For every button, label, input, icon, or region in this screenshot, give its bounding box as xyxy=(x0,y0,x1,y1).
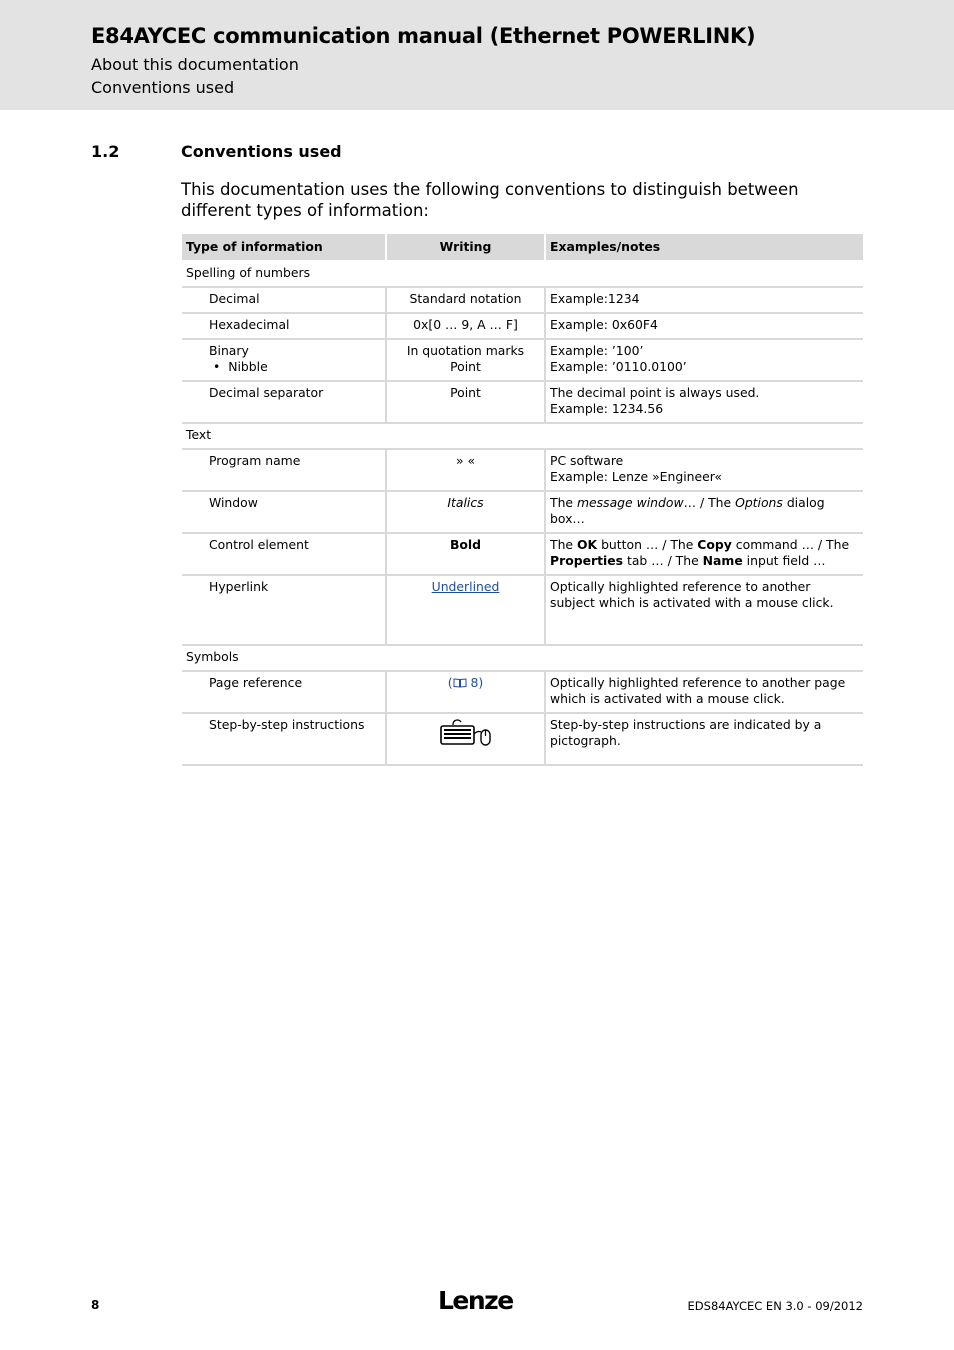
example-text: tab … / The xyxy=(623,553,703,568)
group-row-symbols xyxy=(182,645,863,671)
type-cell: Page reference xyxy=(182,671,386,713)
example-text: dialog box… xyxy=(550,495,825,526)
example-text: command … / The xyxy=(731,537,850,552)
table-row xyxy=(182,533,863,575)
group-label: Text xyxy=(182,423,863,449)
keyboard-mouse-icon xyxy=(439,717,493,747)
group-row-numbers xyxy=(182,261,863,287)
table-row xyxy=(182,449,863,491)
example-bold: OK xyxy=(576,537,598,552)
type-cell: Hyperlink xyxy=(182,575,386,645)
example-text: The xyxy=(550,537,577,552)
group-row-text xyxy=(182,423,863,449)
group-label: Symbols xyxy=(182,645,863,671)
conventions-table xyxy=(182,234,863,766)
table-row xyxy=(182,287,863,313)
writing-cell xyxy=(386,339,545,381)
example-cell xyxy=(545,339,863,381)
writing-cell xyxy=(386,671,545,713)
type-cell: Control element xyxy=(182,533,386,575)
type-sub-label: Nibble xyxy=(228,359,268,374)
section-title: Conventions used xyxy=(181,142,342,161)
document-reference: EDS84AYCEC EN 3.0 - 09/2012 xyxy=(687,1299,863,1313)
bullet-icon: • xyxy=(213,359,229,374)
header-writing: Writing xyxy=(386,234,545,261)
table-row xyxy=(182,491,863,533)
example-line: Example: 1234.56 xyxy=(550,401,664,416)
example-cell: Example:1234 xyxy=(545,287,863,313)
document-title: E84AYCEC communication manual (Ethernet POWERLINK) xyxy=(91,24,756,48)
example-cell xyxy=(545,449,863,491)
book-icon xyxy=(453,677,467,688)
table-row xyxy=(182,381,863,423)
writing-cell xyxy=(386,575,545,645)
example-bold: Copy xyxy=(697,537,732,552)
table-row xyxy=(182,713,863,765)
header-type: Type of information xyxy=(182,234,386,261)
example-line: PC software xyxy=(550,453,624,468)
section-number: 1.2 xyxy=(91,142,120,161)
type-cell: Hexadecimal xyxy=(182,313,386,339)
type-cell: Window xyxy=(182,491,386,533)
type-cell: Program name xyxy=(182,449,386,491)
writing-cell: Point xyxy=(386,381,545,423)
example-cell: Optically highlighted reference to another subject which is activated with a mouse click. xyxy=(545,575,863,645)
table-row xyxy=(182,339,863,381)
writing-label: In quotation marks xyxy=(406,343,525,358)
paren-close: ) xyxy=(478,675,484,690)
example-cell: Example: 0x60F4 xyxy=(545,313,863,339)
section-breadcrumb: Conventions used xyxy=(91,78,235,97)
example-cell xyxy=(545,533,863,575)
table-header-row xyxy=(182,234,863,261)
table-row xyxy=(182,313,863,339)
chapter-title: About this documentation xyxy=(91,55,299,74)
type-cell: Decimal separator xyxy=(182,381,386,423)
example-cell: Step-by-step instructions are indicated by a pictograph. xyxy=(545,713,863,765)
example-text: … / The xyxy=(683,495,736,510)
example-line: Example: ’100’ xyxy=(550,343,644,358)
logo-text: Lenze xyxy=(438,1286,513,1314)
table-row xyxy=(182,575,863,645)
lenze-logo-mark xyxy=(438,1286,516,1314)
example-cell xyxy=(545,381,863,423)
writing-cell: Standard notation xyxy=(386,287,545,313)
type-sub-item xyxy=(209,359,381,375)
example-line: Example: ’0110.0100’ xyxy=(550,359,687,374)
example-text: The xyxy=(550,495,577,510)
example-cell: Optically highlighted reference to another page which is activated with a mouse click. xyxy=(545,671,863,713)
writing-cell: » « xyxy=(386,449,545,491)
example-bold: Properties xyxy=(550,553,624,568)
type-cell: Decimal xyxy=(182,287,386,313)
writing-cell: 0x[0 … 9, A … F] xyxy=(386,313,545,339)
header-examples: Examples/notes xyxy=(545,234,863,261)
type-cell: Step-by-step instructions xyxy=(182,713,386,765)
writing-cell: Italics xyxy=(386,491,545,533)
paren-open: ( xyxy=(447,675,453,690)
page-header xyxy=(0,0,954,110)
example-italic: Options xyxy=(735,495,783,510)
writing-cell xyxy=(386,713,545,765)
example-line: Example: Lenze »Engineer« xyxy=(550,469,722,484)
page-number: 8 xyxy=(470,675,479,690)
type-cell xyxy=(182,339,386,381)
example-text: input field … xyxy=(742,553,826,568)
example-italic: message window xyxy=(576,495,684,510)
example-line: The decimal point is always used. xyxy=(550,385,760,400)
writing-cell: Bold xyxy=(386,533,545,575)
page-reference-link[interactable] xyxy=(448,675,484,690)
table-row xyxy=(182,671,863,713)
page-number: 8 xyxy=(91,1298,100,1312)
example-bold: Name xyxy=(702,553,743,568)
writing-sub-label: Point xyxy=(450,359,481,374)
type-label: Binary xyxy=(209,343,249,358)
lenze-logo xyxy=(438,1286,516,1318)
hyperlink-sample[interactable]: Underlined xyxy=(431,579,500,594)
intro-paragraph: This documentation uses the following conventions to distinguish between different types of information: xyxy=(181,180,799,220)
example-cell xyxy=(545,491,863,533)
group-label: Spelling of numbers xyxy=(182,261,863,287)
example-text: button … / The xyxy=(597,537,698,552)
